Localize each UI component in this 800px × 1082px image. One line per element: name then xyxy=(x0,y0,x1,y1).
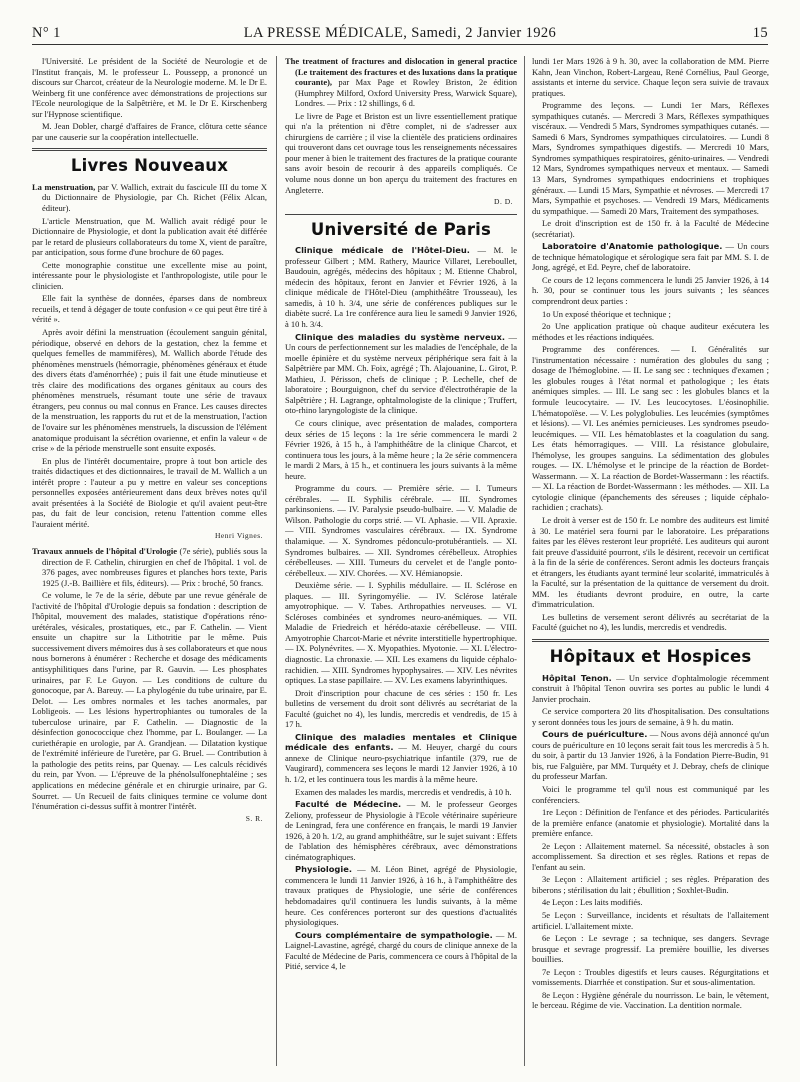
issue-number: N° 1 xyxy=(32,25,61,41)
book-title: The treatment of fractures and dislocation in general practice (Le traitement des fractures et des luxations dans la pratique courante), xyxy=(285,56,517,88)
notice-heading: Clinique des maladies du système nerveux. xyxy=(295,331,505,342)
header-rule xyxy=(32,44,768,45)
book-details: (7e série), publiés sous la direction de F. Cathelin, chirurgien en chef de l'hôpital. 1 vol. de 376 pages, avec nombreuses figures et planches hors texte, Paris 1925 (J.-B. Baillière et fils, éditeurs). — Prix : broché, 50 francs. xyxy=(42,545,267,588)
section-title: Livres Nouveaux xyxy=(70,156,229,176)
program-paragraph: Programme des conférences. — I. Généralités sur l'instrumentation nécessaire : numération des globules du sang ; dosage de l'hémoglobine. — II. Le sang sec : techniques d'examen ; les globules rouges à l'état normal et pathologique ; les états anémiques simples. — III. Le sang sec : les globules blancs et la formule leucocytaire. — IV. Les leucocytoses. L'éosinophilie. L'hématopoïèse. — V. Les polyglobulies. Les leucémies (symptômes et lésions). — VI. Les anémies pernicieuses. Les syndromes pseudo-leucémiques. — VII. Les hématoblastes et la coagulation du sang. Les états hémorragiques. — VIII. La résistance globulaire, l'hémolyse, les groupes sanguins. La sédimentation des globules rouges. — IX. L'hémolyse et le principe de la réaction de Bordet-Wassermann. — X. La réaction de Bordet-Wassermann : les réactifs. — XI. La réaction de Bordet-Wassermann : les méthodes. — XII. La cytologie clinique (épanchements des séreuses ; liquide céphalo-rachidien ; crachats). xyxy=(532,344,769,513)
notice-paragraph: lundi 1er Mars 1926 à 9 h. 30, avec la collaboration de MM. Pierre Kahn, Jean Vinchon, Robert-Largeau, René Cornélius, Paul George, assistants et interne du service. Chaque leçon sera suivie de travaux pratiques. xyxy=(532,56,769,98)
notice-paragraph: Clinique des maladies mentales et Clinique médicale des enfants. — M. Heuyer, chargé du cours annexe de Clinique neuro-psychiatrique infantile (379, rue de Vaugirard), commencera ses leçons le mardi 12 Janvier 1926, à 10 h. 1/2, et les continuera tous les mardis à la même heure. xyxy=(285,731,517,784)
page-number: 15 xyxy=(752,25,768,41)
lesson-item: 7e Leçon : Troubles digestifs et leurs causes. Régurgitations et vomissements. Diarrhée et constipation. Sur et sous-alimentation. xyxy=(532,966,769,988)
notice-paragraph: Hôpital Tenon. — Un service d'ophtalmologie récemment construit à l'hôpital Tenon ouvrira ses portes au public le lundi 4 Janvier prochain. xyxy=(532,672,769,704)
book-entry-heading xyxy=(285,56,517,109)
notice-paragraph: Clinique des maladies du système nerveux. — Un cours de perfectionnement sur les maladies de l'encéphale, de la moelle épinière et du système nerveux périphérique sera fait à la Salpêtrière par MM. Ch. Foix, agrégé ; Th. Alajouanine, L. Girot, P. Mathieu, J. Périsson, chefs de clinique ; P. Lechelle, chef de laboratoire ; Bourguignon, chef du service d'électrothérapie de la Salpêtrière ; H. Lagrange, ophtalmologiste de la clinique ; Truffert, oto-rhino laryngologiste de la clinique. xyxy=(285,331,517,416)
notice-paragraph: Cours complémentaire de sympathologie. — M. Laignel-Lavastine, agrégé, chargé du cours de clinique annexe de la Faculté de Médecine de Paris, commencera ce cours à l'hôpital de la Pitié, service 4, le xyxy=(285,929,517,972)
column-3 xyxy=(532,56,769,1066)
notice-heading: Clinique des maladies mentales et Clinique médicale des enfants. xyxy=(285,731,517,753)
notice-paragraph: 1o Un exposé théorique et technique ; xyxy=(542,308,671,319)
notice-paragraph: 2o Une application pratique où chaque auditeur exécutera les méthodes et les réactions indiquées. xyxy=(532,321,769,342)
book-title: La menstruation, xyxy=(32,181,96,192)
review-paragraph: Après avoir défini la menstruation (écoulement sanguin génital, périodique, observé en dehors de la gestation, chez la femme et quelques femelles de mammifères), M. Wallich aborde l'étude des phénomènes menstruels (hémorragie, phénomènes généraux et étude des divers états d'aménorrhée) ; puis il fait une étude minutieuse et très claire des modifications des organes génitaux au cours des phénomènes menstruels, résumant toute une série de travaux étrangers, peu connus ou mal connus en France. Les causes directes de la menstruation, les rapports du rut et de la menstruation, l'action de l'ovaire sur les phénomènes menstruels, la discussion de l'élément anatomique produisant la sécrétion ovarienne, et enfin la valeur « de crise » de la période menstruelle sont ensuite exposés. xyxy=(32,327,267,454)
notice-paragraph: Le droit d'inscription est de 150 fr. à la Faculté de Médecine (secrétariat). xyxy=(532,218,769,239)
notice-paragraph: Cours de puériculture. — Nous avons déjà annoncé qu'un cours de puériculture en 10 leçons serait fait tous les mercredis à 5 h. du soir, à partir du 13 Janvier 1926, à la Fondation Pierre-Budin, 91 bis, rue Falguière, par MM. Turquéty et J. Debray, chefs de clinique du professeur Marfan. xyxy=(532,729,769,782)
intro-paragraph: l'Université. Le président de la Société de Neurologie et de l'Institut français, M. le professeur L. Poussepp, a prononcé un discours sur Charcot, créateur de la Neurologie moderne. M. le Dr E. Weinberg fit une conférence avec démonstrations de projections sur l'Ecole neurologique de la Salpêtrière, et M. le Dr E. Kirschenberg sur l'Hypnose scientifique. xyxy=(32,56,267,119)
journal-title: LA PRESSE MÉDICALE, Samedi, 2 Janvier 1926 xyxy=(243,25,557,41)
notice-paragraph: Ce cours clinique, avec présentation de malades, comportera deux séries de 15 leçons : la 1re série commencera le mardi 2 Février 1926, à 15 h., à l'amphithéâtre de la clinique Charcot, et continuera tous les jours, à la même heure ; la 2e série commencera le mardi 2 Mars, à 15 h., et continuera les jours suivants à la même heure. xyxy=(285,417,517,481)
section-separator xyxy=(285,214,517,215)
section-title: Université de Paris xyxy=(310,219,492,239)
column-divider xyxy=(276,56,277,1066)
review-paragraph: Ce volume, le 7e de la série, débute par une revue générale de l'activité de l'hôpital d'Urologie depuis sa fondation : description de l'hôpital, mouvement des malades, statistique d'opérations réno-urétérales, vésicales, prostatiques, etc., par F. Cathelin. — Vient ensuite un chapitre sur la Lithotritie par le même. Puis successivement divers mémoires dus à ses collaborateurs et que nous nous bornerons à énumérer : Recherche et dosage des médicaments antisyphilitiques dans l'urine, par R. Gauvin. — Les phosphates urinaires, par F. Le Guyon. — Les conditions de culture du gonocoque, par A. Bareuy. — La phylogénie du tube urinaire, par E. Delot. — Les ombres normales et les taches anormales, par Lobligeois. — Les lésions hypertrophiantes ou tumorales de la tuberculose urinaire, par F. Cathelin. — Diagnostic de la désinfection gonococcique chez l'homme, par L. Boulanger. — La curiethérapie en urologie, par A. Grandjean. — Dilatation kystique de l'extrémité inférieure de l'uretère, par G. Bruel. — Contribution à la pathologie des petits reins, par Quenay. — Les calculs récidivés du rein, par Yvon. — L'épreuve de la phénolsulfonephtaléine ; ses applications en médecine générale et en chirurgie urinaire, par G. Sourret. — Un Recueil de faits cliniques termine ce volume dont l'énumération ci-dessus suffit à montrer l'intérêt. xyxy=(32,590,267,812)
section-title: Hôpitaux et Hospices xyxy=(549,646,752,666)
program-paragraph: Programme des leçons. — Lundi 1er Mars, Réflexes sympathiques cutanés. — Mercredi 3 Mars, Réflexes sympathiques viscéraux. — Vendredi 5 Mars, Syndromes sympathiques cutanés. — Samedi 6 Mars, Syndromes sympathiques circulatoires. — Lundi 8 Mars, Syndromes sympathiques digestifs. — Mercredi 10 Mars, Syndromes sympathiques respiratoires, génito-urinaires. — Vendredi 12 Mars, Syndromes sympathiques nerveux et mentaux. — Samedi 13 Mars, Syndromes sympathiques endocriniens et trophiques généraux. — Lundi 15 Mars, Sympathie et névroses. — Mercredi 17 Mars, Sympathie et psychoses. — Vendredi 19 Mars, Médicaments du sympathique. — Samedi 20 Mars, Traitement des sympathoses. xyxy=(532,100,769,216)
notice-paragraph: Laboratoire d'Anatomie pathologique. — Un cours de technique hématologique et sérologique sera fait par MM. S. I. de Jong, agrégé, et Ed. Peyre, chef de laboratoire. xyxy=(532,241,769,273)
book-title: Travaux annuels de l'hôpital d'Urologie xyxy=(32,545,178,556)
review-paragraph: L'article Menstruation, que M. Wallich avait rédigé pour le Dictionnaire de Physiologie, et dont la publication avait été différée par le retard de plusieurs collaborateurs du tome X, vient de paraître, par anticipation, sous forme d'une brochure de 60 pages. xyxy=(32,215,267,258)
review-paragraph: Cette monographie constitue une excellente mise au point, intéressante pour le physiologiste et l'anthropologiste, utile pour le clinicien. xyxy=(32,259,267,291)
notice-paragraph: Voici le programme tel qu'il nous est communiqué par les conférenciers. xyxy=(532,784,769,805)
book-entry-heading xyxy=(32,546,267,588)
column-2 xyxy=(285,56,517,1066)
notice-heading: Physiologie. xyxy=(295,864,352,875)
notice-heading: Hôpital Tenon. xyxy=(542,672,612,683)
review-paragraph: Le livre de Page et Briston est un livre essentiellement pratique qui n'a la prétention ni d'être complet, ni de s'adresser aux chirurgiens de carrière ; il vise la clientèle des praticiens ordinaires qui trouveront dans cet ouvrage tous les renseignements nécessaires pour mener à bien le traitement des fractures de la pratique courante sans avoir besoin de recourir à des appareils compliqués. Ce volume nous donne un bon aperçu du traitement des fractures en Angleterre. xyxy=(285,110,517,195)
notice-heading: Clinique médicale de l'Hôtel-Dieu. xyxy=(295,245,470,256)
notice-heading: Laboratoire d'Anatomie pathologique. xyxy=(542,241,723,252)
section-separator xyxy=(32,148,267,151)
notice-heading: Faculté de Médecine. xyxy=(295,799,402,810)
intro-paragraph: M. Jean Dobler, chargé d'affaires de France, clôtura cette séance par une causerie sur la coopération intellectuelle. xyxy=(32,121,267,142)
review-signature: Henri Vignes. xyxy=(215,531,263,541)
notice-paragraph: Clinique médicale de l'Hôtel-Dieu. — M. le professeur Gilbert ; MM. Rathery, Maurice Villaret, Lereboullet, Baudouin, agrégés, médecins des hôpitaux ; M. Etienne Chabrol, médecin des hôpitaux, feront en Janvier et Février 1926, à la clinique médicale de l'Hôtel-Dieu (amphithéâtre Trousseau), les samedis, à 10 h. 3/4, une série de conférences publiques sur le diabète sucré. La 1re conférence aura lieu le samedi 9 Janvier 1926, à 10 h. 3/4. xyxy=(285,245,517,330)
lesson-item: 8e Leçon : Hygiène générale du nourrisson. Le bain, le vêtement, le berceau. Régime de vie. Vaccination. La dentition normale. xyxy=(532,989,769,1011)
book-details: par Max Page et Rowley Briston, 2e édition (Humphrey Milford, Oxford University Press, Warwick Square), Londres. — Prix : 12 shillings, 6 d. xyxy=(295,77,517,109)
lesson-item: 6e Leçon : Le sevrage ; sa technique, ses dangers. Sevrage brusque et sevrage progressif. La première bouillie, les diverses bouillies. xyxy=(532,933,769,965)
lesson-item: 5e Leçon : Surveillance, incidents et résultats de l'allaitement artificiel. L'allaitement mixte. xyxy=(532,910,769,931)
notice-paragraph: Les bulletins de versement seront délivrés au secrétariat de la Faculté (guichet no 4), les lundis, mercredis et vendredis. xyxy=(532,611,769,633)
notice-paragraph: Ce service comportera 20 lits d'hospitalisation. Des consultations y seront données tous les jours de semaine, à 9 h. du matin. xyxy=(532,706,769,727)
book-entry-heading xyxy=(32,182,267,214)
lesson-item: 2e Leçon : Allaitement maternel. Sa nécessité, obstacles à son accomplissement. Sa direction et ses règles. Rations et repas de l'enfant au sein. xyxy=(532,840,769,872)
review-signature: D. D. xyxy=(494,197,513,207)
column-1 xyxy=(32,56,267,1066)
lesson-item: 3e Leçon : Allaitement artificiel ; ses règles. Préparation des biberons ; stérilisation du lait ; ébullition ; Soxhlet-Budin. xyxy=(532,874,769,895)
program-paragraph: Deuxième série. — I. Syphilis médullaire. — II. Sclérose en plaques. — III. Syringomyélie. — IV. Sclérose latérale amyotrophique. — V. Tabes. Arthropathies nerveuses. — VI. Scléroses combinées et syndromes neuro-anémiques. — VII. Maladie de Friedreich et hérédo-ataxie cérébelleuse. — VIII. Amyotrophie Charcot-Marie et névrite interstitielle hypertrophique. — IX. Polynévrites. — X. Myopathies. Myotonie. — XI. L'électro-diagnostic. La chronaxie. — XII. Les examens du liquide céphalo-rachidien. — XIII. Syndromes hypophysaires. — XIV. Les névrites optiques. La stase papillaire. — XV. Les examens labyrinthiques. xyxy=(285,580,517,686)
lesson-item: 4e Leçon : Les laits modifiés. xyxy=(542,897,643,908)
book-details: par V. Wallich, extrait du fascicule III du tome X du Dictionnaire de Physiologie, par Ch. Richet (Félix Alcan, éditeur). xyxy=(42,181,267,214)
review-paragraph: En plus de l'intérêt documentaire, propre à tout bon article des traités didactiques et des dictionnaires, le travail de M. Wallich a un intérêt propre : l'auteur a pu y mettre en valeur ses conceptions personnelles exposées antérieurement dans deux brèves notes qu'il avait présentées à la Société de Biologie et qu'il avaient peut-être pas, du fait de leur concision, retenu l'attention comme elles l'auraient mérité. xyxy=(32,455,267,529)
notice-paragraph: Examen des malades les mardis, mercredis et vendredis, à 10 h. xyxy=(295,786,512,797)
notice-paragraph: Le droit à verser est de 150 fr. Le nombre des auditeurs est limité à 30. Le matériel sera fourni par le laboratoire. Les préparations faites par les élèves resteront leur propriété. Les auditeurs qui auront fait preuve d'assiduité pourront, s'ils le désirent, recevoir un certificat à la fin de la série de conférences. Seront admis les docteurs français et étrangers, les étudiants ayant terminé leur scolarité, immatriculés à la Faculté, sur la présentation de la quittance de versement du droit. MM. les étudiants devront produire, en outre, la carte d'immatriculation. xyxy=(532,514,769,610)
notice-paragraph: Faculté de Médecine. — M. le professeur Georges Zeliony, professeur de Physiologie à l'Ecole vétérinaire supérieure de Leningrad, fera une conférence en français, le mardi 19 Janvier 1926, à 20 h. 1/2, au grand amphithéâtre, sur le sujet suivant : Effets de l'ablation des hémisphères cérébraux, avec démonstrations cinématographiques. xyxy=(285,799,517,862)
program-paragraph: Programme du cours. — Première série. — I. Tumeurs cérébrales. — II. Syphilis cérébrale. — III. Syndromes parkinsoniens. — IV. Paralysie pseudo-bulbaire. — V. Maladie de Wilson. Pathologie du corps strié. — VI. Aphasie. — VII. Apraxie. — VIII. Syndromes vasculaires cérébraux. — IX. Syndrome thalamique. — X. Syndromes pédonculo-protubérantiels. — XI. Syndromes bulbaires. — XII. Syndromes cérébelleux. Atrophies cérébelleuses. — XIII. Tumeurs du cervelet et de l'angle ponto-cérébelleux. — XIV. Chorées. — XV. Hémianopsie. xyxy=(285,483,517,578)
notice-paragraph: Ce cours de 12 leçons commencera le lundi 25 Janvier 1926, à 14 h. 30, pour se continuer tous les jours suivants ; les séances comprendront deux parties : xyxy=(532,274,769,307)
notice-paragraph: Droit d'inscription pour chacune de ces séries : 150 fr. Les bulletins de versement du droit sont délivrés au secrétariat de la Faculté (guichet no 4), les lundis, mercredis et vendredis, de 15 à 17 h. xyxy=(285,687,517,730)
section-separator xyxy=(532,639,769,642)
page-header xyxy=(32,22,768,46)
notice-heading: Cours complémentaire de sympathologie. xyxy=(295,929,493,940)
review-paragraph: Elle fait la synthèse de données, éparses dans de nombreux recueils, et tend à dégager de toute confusion « ce qui peut être tiré à vérité ». xyxy=(32,293,267,325)
notice-paragraph: Physiologie. — M. Léon Binet, agrégé de Physiologie, commencera le lundi 11 Janvier 1926, à 16 h., à l'amphithéâtre des travaux pratiques de Physiologie, une série de conférences hebdomadaires qu'il continuera les lundis suivants, à la même heure. Ces conférences porteront sur des questions d'actualités physiologiques. xyxy=(285,864,517,928)
column-divider xyxy=(524,56,525,1066)
lesson-item: 1re Leçon : Définition de l'enfance et des périodes. Particularités de la première enfance (anatomie et physiologie). Mortalité dans la première enfance. xyxy=(532,807,769,839)
notice-heading: Cours de puériculture. xyxy=(542,729,648,740)
review-signature: S. R. xyxy=(245,813,263,823)
